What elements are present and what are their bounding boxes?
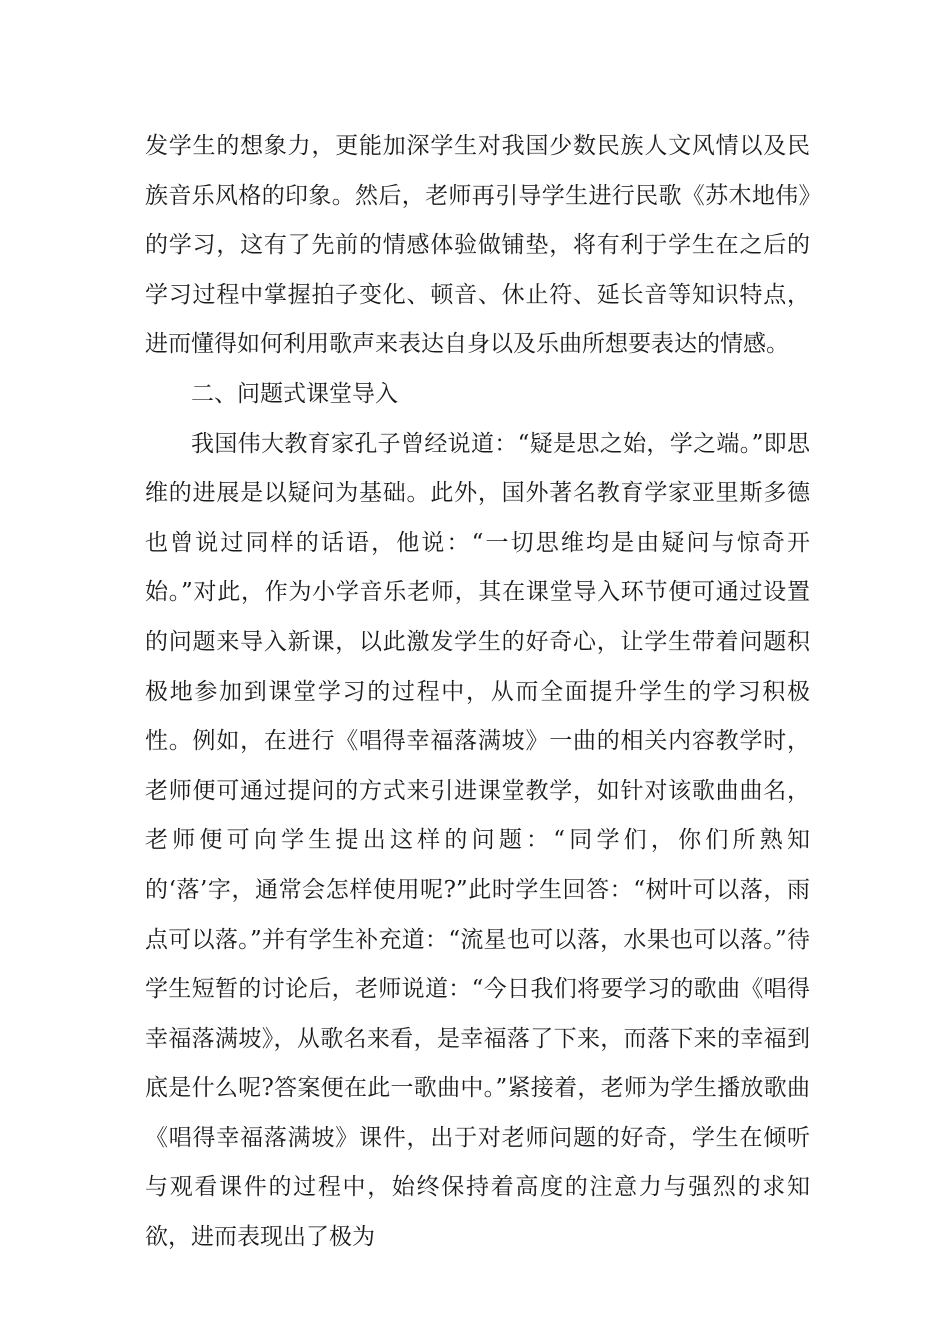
document-page (145, 122, 810, 1263)
continued-paragraph: 发学生的想象力，更能加深学生对我国少数民族人文风情以及民族音乐风格的印象。然后，老师再引导学生进行民歌《苏木地伟》的学习，这有了先前的情感体验做铺垫，将有利于学生在之后的学习过程中掌握拍子变化、顿音、休止符、延长音等知识特点，进而懂得如何利用歌声来表达自身以及乐曲所想要表达的情感。 (145, 133, 810, 358)
body-paragraph: 我国伟大教育家孔子曾经说道：“疑是思之始，学之端。”即思维的进展是以疑问为基础。此外，国外著名教育学家亚里斯多德也曾说过同样的话语，他说：“一切思维均是由疑问与惊奇开始。”对此，作为小学音乐老师，其在课堂导入环节便可通过设置的问题来导入新课，以此激发学生的好奇心，让学生带着问题积极地参加到课堂学习的过程中，从而全面提升学生的学习积极性。例如，在进行《唱得幸福落满坡》一曲的相关内容教学时，老师便可通过提问的方式来引进课堂教学，如针对该歌曲曲名，老师便可向学生提出这样的问题：“同学们，你们所熟知的‘落’字，通常会怎样使用呢?”此时学生回答：“树叶可以落，雨点可以落。”并有学生补充道：“流星也可以落，水果也可以落。”待学生短暂的讨论后，老师说道：“今日我们将要学习的歌曲《唱得幸福落满坡》，从歌名来看，是幸福落了下来，而落下来的幸福到底是什么呢?答案便在此一歌曲中。”紧接着，老师为学生播放歌曲《唱得幸福落满坡》课件，出于对老师问题的好奇，学生在倾听与观看课件的过程中，始终保持着高度的注意力与强烈的求知欲，进而表现出了极为 (145, 430, 810, 1251)
section-heading: 二、问题式课堂导入 (191, 380, 398, 407)
